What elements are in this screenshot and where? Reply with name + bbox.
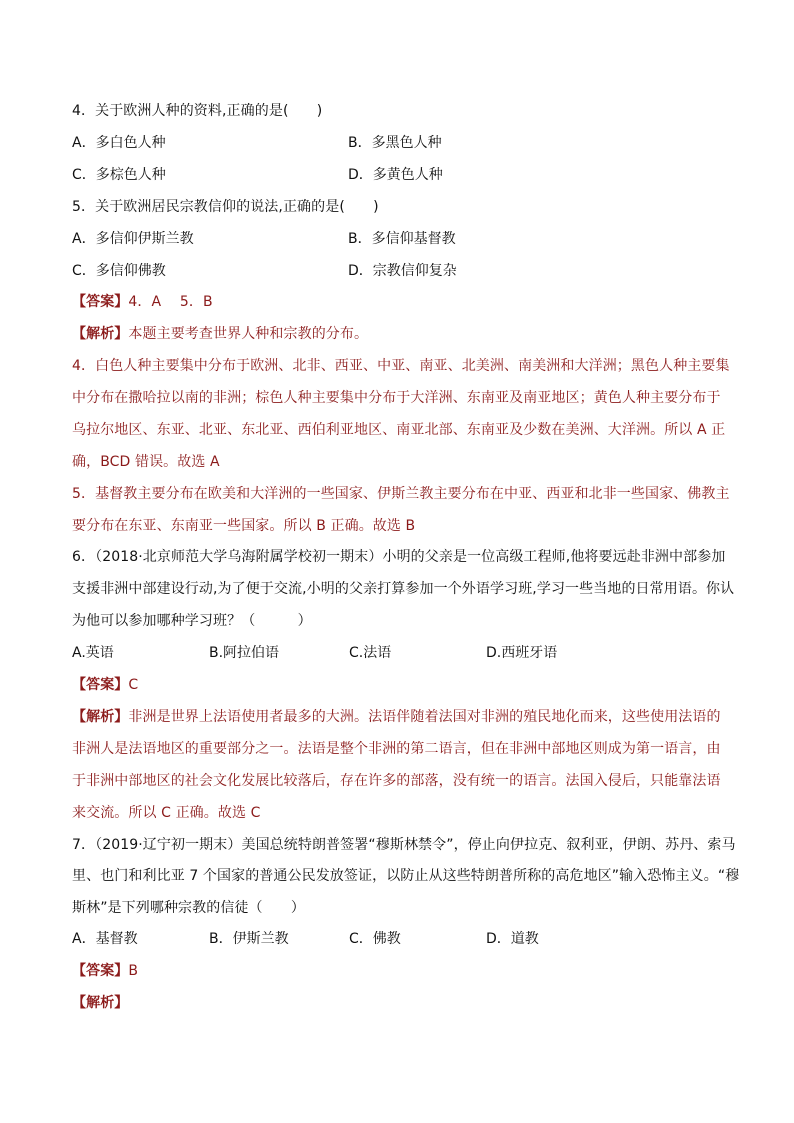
question-5-option-b: B．多信仰基督教 (348, 231, 456, 247)
analysis-tag: 【解析】 (72, 709, 129, 725)
question-7-stem-line: 斯林”是下列哪种宗教的信徒（ ） (72, 900, 305, 916)
analysis-4-line: 确，BCD 错误。故选 A (72, 454, 220, 470)
answer-tag: 【答案】 (72, 677, 129, 693)
question-7-option-c: C．佛教 (349, 931, 401, 947)
analysis-6-line: 来交流。所以 C 正确。故选 C (72, 805, 261, 821)
analysis-5-line: 要分布在东亚、东南亚一些国家。所以 B 正确。故选 B (72, 518, 416, 534)
analysis-6-line (72, 707, 722, 727)
question-7-option-a: A．基督教 (72, 931, 138, 947)
answer-text: 4．A 5．B (128, 294, 213, 310)
question-7-stem-line: 里、也门和利比亚 7 个国家的普通公民发放签证，以防止从这些特朗普所称的高危地区”输入恐怖主义。“穆 (72, 868, 740, 884)
answer-text: C (128, 677, 139, 693)
analysis-4-5-intro (72, 324, 722, 344)
answer-6 (72, 675, 722, 695)
analysis-tag: 【解析】 (72, 995, 129, 1011)
analysis-7 (72, 993, 722, 1013)
question-4-option-c: C．多棕色人种 (72, 167, 166, 183)
question-7-option-b: B．伊斯兰教 (209, 931, 289, 947)
question-6-stem-line: 为他可以参加哪种学习班？（ ） (72, 613, 312, 629)
question-5-option-c: C．多信仰佛教 (72, 263, 166, 279)
answer-7 (72, 961, 722, 981)
question-6-stem-line: 6．（2018·北京师范大学乌海附属学校初一期末）小明的父亲是一位高级工程师,他将要远赴非洲中部参加 (72, 549, 726, 565)
analysis-intro-text: 本题主要考查世界人种和宗教的分布。 (128, 326, 369, 342)
analysis-4-line: 中分布在撒哈拉以南的非洲；棕色人种主要集中分布于大洋洲、东南亚及南亚地区；黄色人种主要分布于 (72, 390, 721, 406)
question-6-option-a: A.英语 (72, 645, 114, 661)
question-5-stem: 5．关于欧洲居民宗教信仰的说法,正确的是( ) (72, 199, 379, 215)
question-6-option-c: C.法语 (349, 645, 392, 661)
question-4-option-d: D．多黄色人种 (348, 167, 443, 183)
answer-4-5 (72, 292, 722, 312)
analysis-tag: 【解析】 (72, 326, 129, 342)
question-4-stem: 4．关于欧洲人种的资料,正确的是( ) (72, 103, 323, 119)
answer-tag: 【答案】 (72, 963, 129, 979)
question-6-option-b: B.阿拉伯语 (209, 645, 280, 661)
analysis-4-line: 4．白色人种主要集中分布于欧洲、北非、西亚、中亚、南亚、北美洲、南美洲和大洋洲；黑色人种主要集 (72, 358, 730, 374)
question-7-stem-line: 7．（2019·辽宁初一期末）美国总统特朗普签署“穆斯林禁令”，停止向伊拉克、叙利亚，伊朗、苏丹、索马 (72, 837, 736, 853)
analysis-6-line: 非洲人是法语地区的重要部分之一。法语是整个非洲的第二语言，但在非洲中部地区则成为第一语言，由 (72, 741, 721, 757)
question-6-stem-line: 支援非洲中部建设行动,为了便于交流,小明的父亲打算参加一个外语学习班,学习一些当地的日常用语。你认 (72, 581, 735, 597)
analysis-6-line: 于非洲中部地区的社会文化发展比较落后，存在许多的部落，没有统一的语言。法国入侵后，只能靠法语 (72, 773, 721, 789)
question-4-option-a: A．多白色人种 (72, 135, 166, 151)
question-6-option-d: D.西班牙语 (486, 645, 558, 661)
answer-tag: 【答案】 (72, 294, 129, 310)
answer-text: B (128, 963, 139, 979)
analysis-4-line: 乌拉尔地区、东亚、北亚、东北亚、西伯利亚地区、南亚北部、东南亚及少数在美洲、大洋洲。所以 A 正 (72, 422, 726, 438)
question-5-option-d: D．宗教信仰复杂 (348, 263, 457, 279)
question-4-option-b: B．多黑色人种 (348, 135, 442, 151)
analysis-5-line: 5．基督教主要分布在欧美和大洋洲的一些国家、伊斯兰教主要分布在中亚、西亚和北非一些国家、佛教主 (72, 486, 730, 502)
question-5-option-a: A．多信仰伊斯兰教 (72, 231, 194, 247)
analysis-text: 非洲是世界上法语使用者最多的大洲。法语伴随着法国对非洲的殖民地化而来，这些使用法语的 (128, 709, 721, 725)
question-7-option-d: D．道教 (486, 931, 539, 947)
